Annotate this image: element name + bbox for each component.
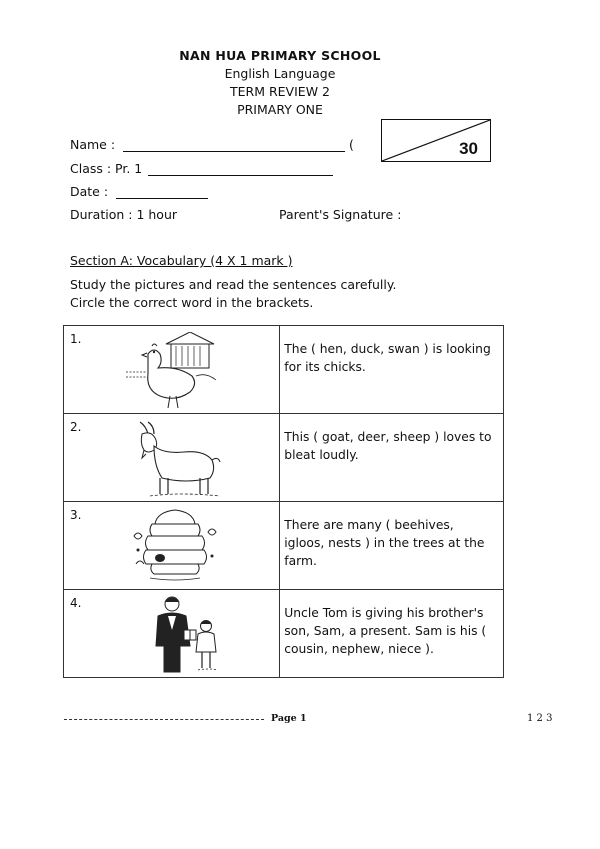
footer-divider [64,719,264,720]
page-code: 1 2 3 [527,713,553,724]
picture-cell [64,590,280,678]
picture-cell [64,502,280,590]
question-row [64,414,504,502]
question-number: 2. [70,420,82,434]
date-label: Date : [70,184,109,199]
duration: Duration : 1 hour [70,207,178,222]
question-text: This ( goat, deer, sheep ) loves to bleat loudly. [280,414,504,502]
score-total: 30 [459,139,478,158]
name-paren: ( [349,137,354,152]
question-number: 4. [70,596,82,610]
name-field[interactable] [70,137,354,152]
instruction-2: Circle the correct word in the brackets. [70,295,314,310]
date-line [116,197,208,199]
picture-cell [64,326,280,414]
name-label: Name : [70,137,116,152]
uncle-and-boy-icon [150,592,230,676]
level: PRIMARY ONE [237,102,323,117]
school-name: NAN HUA PRIMARY SCHOOL [179,48,381,63]
question-number: 3. [70,508,82,522]
beehive-icon [130,506,220,586]
question-number: 1. [70,332,82,346]
class-label: Class : Pr. 1 [70,161,143,176]
question-text: The ( hen, duck, swan ) is looking for its chicks. [280,326,504,414]
term: TERM REVIEW 2 [230,84,330,99]
date-field[interactable] [70,184,208,199]
question-row [64,326,504,414]
question-row [64,502,504,590]
question-text: Uncle Tom is giving his brother's son, Sam, a present. Sam is his ( cousin, nephew, niece ). [280,590,504,678]
vocabulary-table [63,325,504,678]
question-text: There are many ( beehives, igloos, nests ) in the trees at the farm. [280,502,504,590]
parent-signature: Parent's Signature : [279,207,402,222]
name-line [123,150,345,152]
question-row [64,590,504,678]
subject: English Language [224,66,336,81]
picture-cell [64,414,280,502]
hen-icon [126,332,236,412]
section-title: Section A: Vocabulary (4 X 1 mark ) [70,253,293,268]
class-field[interactable] [70,161,333,176]
goat-icon [130,420,230,500]
score-box [381,119,491,162]
instruction-1: Study the pictures and read the sentences carefully. [70,277,397,292]
page-number: Page 1 [271,713,307,724]
class-line [148,174,333,176]
